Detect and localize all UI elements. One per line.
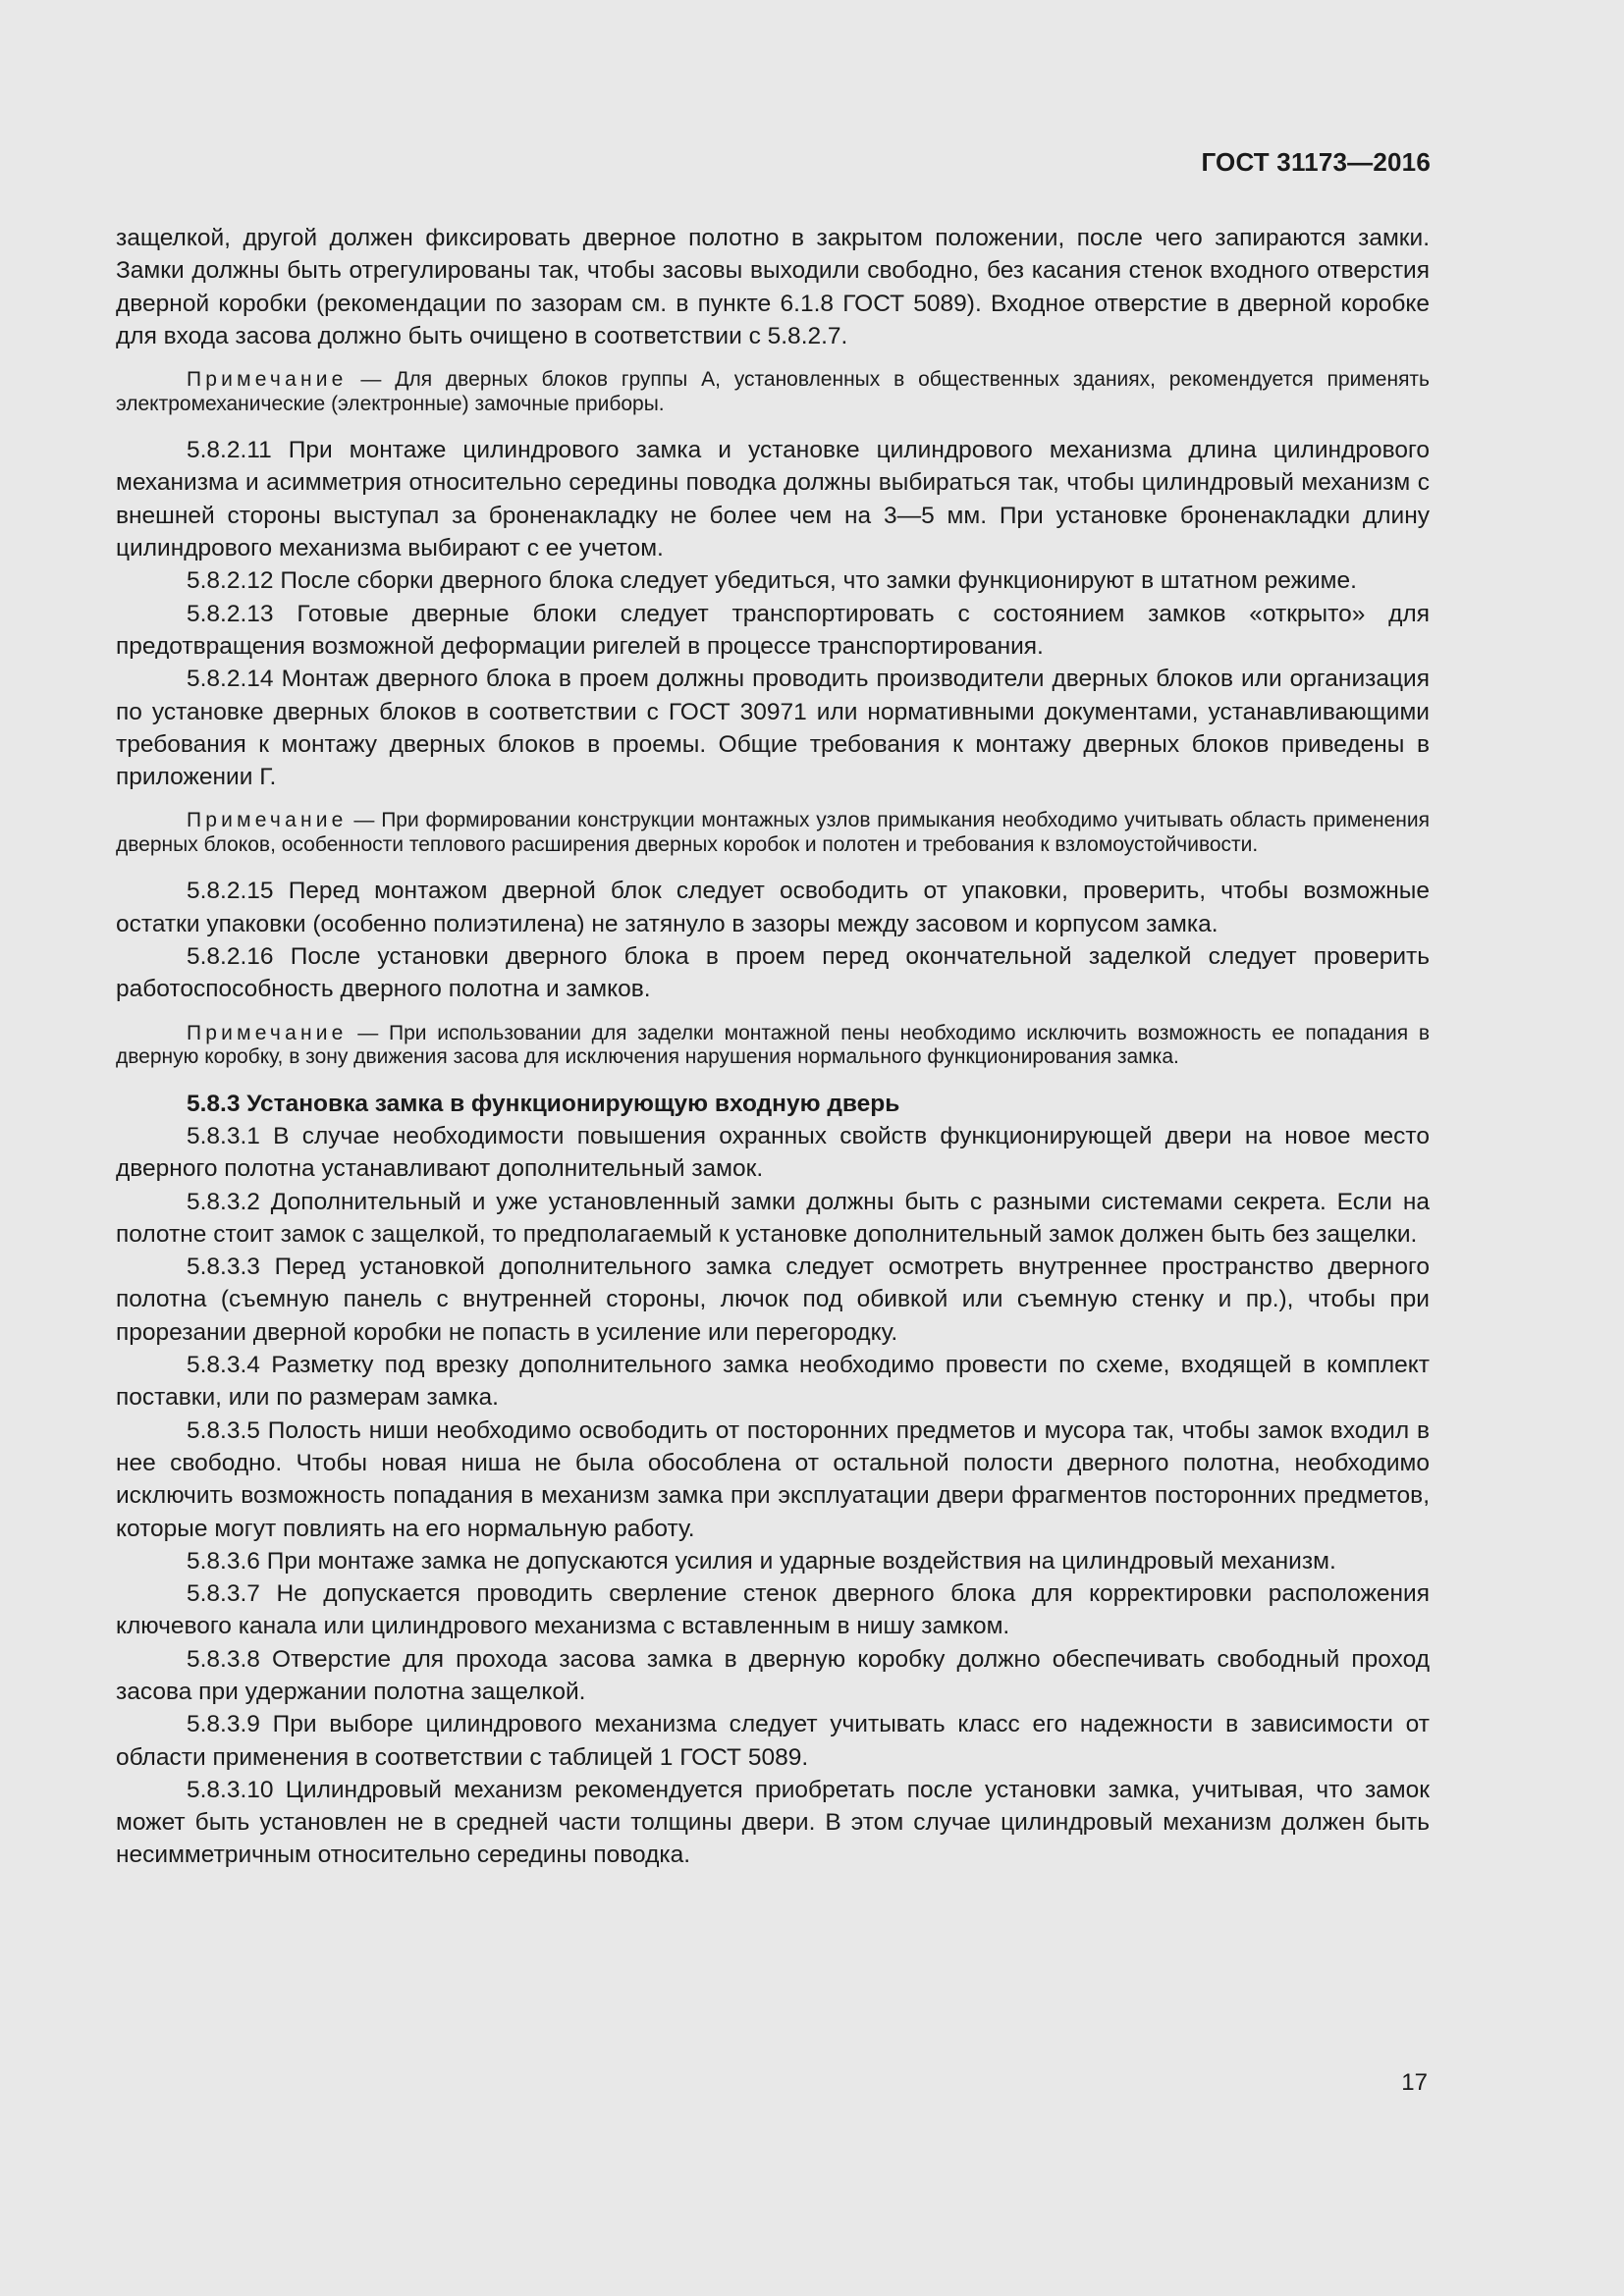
paragraph: защелкой, другой должен фиксировать дверное полотно в закрытом положении, после чего запираются замки. Замки должны быть отрегулированы так, чтобы засовы выходили свободно, без касания стенок входного отверстия дверной коробки (рекомендации по зазорам см. в пункте 6.1.8 ГОСТ 5089). Входное отверстие в дверной коробке для входа засова должно быть очищено в соответствии с 5.8.2.7. xyxy=(116,225,1430,349)
paragraph-5-8-2-14: 5.8.2.14 Монтаж дверного блока в проем должны проводить производители дверных блоков или организация по установке дверных блоков в соответствии с ГОСТ 30971 или нормативными документами, устанавливающими требования к монтажу дверных блоков в проемы. Общие требования к монтажу дверных блоков приведены в приложении Г. xyxy=(116,666,1430,791)
paragraph-5-8-2-13: 5.8.2.13 Готовые дверные блоки следует транспортировать с состоянием замков «открыто» для предотвращения возможной деформации ригелей в процессе транспортирования. xyxy=(116,600,1430,660)
note xyxy=(116,1022,1430,1070)
page-number: 17 xyxy=(1401,2069,1428,2096)
note xyxy=(116,368,1430,416)
document-code-header: ГОСТ 31173—2016 xyxy=(1201,147,1431,177)
paragraph-5-8-3-7: 5.8.3.7 Не допускается проводить сверление стенок дверного блока для корректировки расположения ключевого канала или цилиндрового механизма с вставленным в нишу замком. xyxy=(116,1580,1430,1640)
section-heading-5-8-3: 5.8.3 Установка замка в функционирующую входную дверь xyxy=(187,1090,900,1117)
note-label: Примечание xyxy=(187,809,348,832)
paragraph-5-8-3-3: 5.8.3.3 Перед установкой дополнительного замка следует осмотреть внутреннее пространство дверного полотна (съемную панель с внутренней стороны, лючок под обивкой или съемную стенку и пр.), чтобы при прорезании дверной коробки не попасть в усиление или перегородку. xyxy=(116,1254,1430,1346)
paragraph-5-8-3-9: 5.8.3.9 При выборе цилиндрового механизма следует учитывать класс его надежности в зависимости от области применения в соответствии с таблицей 1 ГОСТ 5089. xyxy=(116,1711,1430,1771)
paragraph-5-8-3-5: 5.8.3.5 Полость ниши необходимо освободить от посторонних предметов и мусора так, чтобы замок входил в нее свободно. Чтобы новая ниша не была обособлена от остальной полости дверного полотна, необходимо исключить возможность попадания в механизм замка при эксплуатации двери фрагментов посторонних предметов, которые могут повлиять на его нормальную работу. xyxy=(116,1416,1430,1542)
note-label: Примечание xyxy=(187,1021,348,1044)
paragraph-5-8-3-6: 5.8.3.6 При монтаже замка не допускаются усилия и ударные воздействия на цилиндровый механизм. xyxy=(187,1547,1336,1575)
note-text: — Для дверных блоков группы А, установленных в общественных зданиях, рекомендуется применять электромеханические (электронные) замочные приборы. xyxy=(116,368,1430,415)
paragraph-5-8-3-2: 5.8.3.2 Дополнительный и уже установленный замки должны быть с разными системами секрета. Если на полотне стоит замок с защелкой, то предполагаемый к установке дополнительный замок должен быть без защелки. xyxy=(116,1188,1430,1248)
note-text: — При использовании для заделки монтажной пены необходимо исключить возможность ее попадания в дверную коробку, в зону движения засова для исключения нарушения нормального функционирования замка. xyxy=(116,1021,1430,1069)
paragraph-5-8-2-16: 5.8.2.16 После установки дверного блока в проем перед окончательной заделкой следует проверить работоспособность дверного полотна и замков. xyxy=(116,943,1430,1003)
document-body xyxy=(116,222,1430,1872)
paragraph-5-8-2-12: 5.8.2.12 После сборки дверного блока следует убедиться, что замки функционируют в штатном режиме. xyxy=(187,567,1357,595)
note-text: — При формировании конструкции монтажных узлов примыкания необходимо учитывать область применения дверных блоков, особенности теплового расширения дверных коробок и полотен и требования к взломоустойчивости. xyxy=(116,809,1430,856)
note xyxy=(116,809,1430,857)
paragraph-5-8-3-1: 5.8.3.1 В случае необходимости повышения охранных свойств функционирующей двери на новое место дверного полотна устанавливают дополнительный замок. xyxy=(116,1122,1430,1183)
paragraph-5-8-3-4: 5.8.3.4 Разметку под врезку дополнительного замка необходимо провести по схеме, входящей в комплект поставки, или по размерам замка. xyxy=(116,1352,1430,1412)
paragraph-5-8-2-15: 5.8.2.15 Перед монтажом дверной блок следует освободить от упаковки, проверить, чтобы возможные остатки упаковки (особенно полиэтилена) не затянуло в зазоры между засовом и корпусом замка. xyxy=(116,878,1430,937)
paragraph-5-8-2-11: 5.8.2.11 При монтаже цилиндрового замка и установке цилиндрового механизма длина цилиндрового механизма и асимметрия относительно середины поводка должны выбираться так, чтобы цилиндровый механизм с внешней стороны выступал за броненакладку не более чем на 3—5 мм. При установке броненакладки длину цилиндрового механизма выбирают с ее учетом. xyxy=(116,437,1430,562)
note-label: Примечание xyxy=(187,368,348,392)
paragraph-5-8-3-8: 5.8.3.8 Отверстие для прохода засова замка в дверную коробку должно обеспечивать свободный проход засова при удержании полотна защелкой. xyxy=(116,1645,1430,1705)
paragraph-5-8-3-10: 5.8.3.10 Цилиндровый механизм рекомендуется приобретать после установки замка, учитывая, что замок может быть установлен не в средней части толщины двери. В этом случае цилиндровый механизм должен быть несимметричным относительно середины поводка. xyxy=(116,1776,1430,1869)
